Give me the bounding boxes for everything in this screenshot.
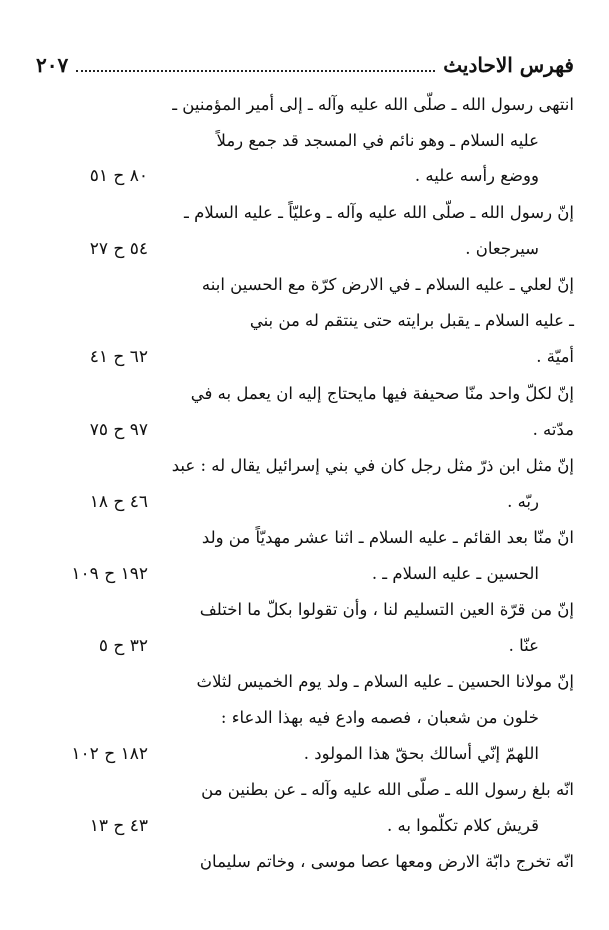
text-line: إنّ لكلّ واحد منّا صحيفة فيها مايحتاج إليه ان يعمل به في: [190, 384, 574, 403]
text-line: أميّة .: [536, 347, 574, 366]
hadith-reference: ٥٤ ح ٢٧: [89, 239, 148, 259]
hadith-reference: ٣٢ ح ٥: [98, 636, 148, 656]
text-line: اللهمّ إنّي أسالك بحقّ هذا المولود .: [303, 744, 539, 763]
hadith-reference: ١٩٢ ح ١٠٩: [71, 564, 148, 584]
text-line: انّه بلغ رسول الله ـ صلّى الله عليه وآله ـ عن بطنين من: [201, 780, 574, 799]
hadith-reference: ٨٠ ح ٥١: [89, 166, 148, 186]
text-line: عنّا .: [508, 636, 539, 655]
text-line: عليه السلام ـ وهو نائم في المسجد قد جمع رملاً: [216, 131, 539, 150]
text-line: خلون من شعبان ، فصمه وادع فيه بهذا الدعاء :: [220, 708, 539, 727]
text-line: الحسين ـ عليه السلام ـ .: [371, 564, 539, 583]
hadith-reference: ١٨٢ ح ١٠٢: [71, 744, 148, 764]
text-line: سيرجعان .: [465, 239, 539, 258]
hadith-reference: ٤٦ ح ١٨: [89, 492, 148, 512]
text-line: ـ عليه السلام ـ يقبل برايته حتى ينتقم له من بني: [249, 311, 574, 330]
text-line: ووضع رأسه عليه .: [414, 166, 539, 185]
text-line: إنّ مولانا الحسين ـ عليه السلام ـ ولد يوم الخميس لثلاث: [196, 672, 574, 691]
text-line: انّه تخرج دابّة الارض ومعها عصا موسى ، وخاتم سليمان: [199, 852, 574, 871]
text-line: إنّ رسول الله ـ صلّى الله عليه وآله ـ وعليّاً ـ عليه السلام ـ: [184, 203, 574, 222]
text-line: ربّه .: [507, 492, 539, 511]
hadith-reference: ٩٧ ح ٧٥: [89, 420, 148, 440]
text-line: انّ منّا بعد القائم ـ عليه السلام ـ اثنا عشر مهديّاً من ولد: [201, 528, 574, 547]
text-line: مدّته .: [532, 420, 574, 439]
hadith-reference: ٤٣ ح ١٣: [89, 816, 148, 836]
text-line: انتهى رسول الله ـ صلّى الله عليه وآله ـ إلى أمير المؤمنين ـ: [172, 95, 574, 114]
text-line: إنّ من قرّة العين التسليم لنا ، وأن تقولوا بكلّ ما اختلف: [199, 600, 574, 619]
text-line: إنّ لعلي ـ عليه السلام ـ في الارض كرّة مع الحسين ابنه: [201, 275, 574, 294]
header-dotted-leader: [76, 70, 435, 72]
header-title: فهرس الاحاديث: [443, 53, 574, 77]
hadith-reference: ٦٢ ح ٤١: [89, 347, 148, 367]
page-header: [36, 48, 574, 82]
text-line: قريش كلام تكلّموا به .: [386, 816, 539, 835]
page-number: ٢٠٧: [36, 53, 69, 77]
text-line: إنّ مثل ابن ذرّ مثل رجل كان في بني إسرائيل يقال له : عبد: [171, 456, 574, 475]
